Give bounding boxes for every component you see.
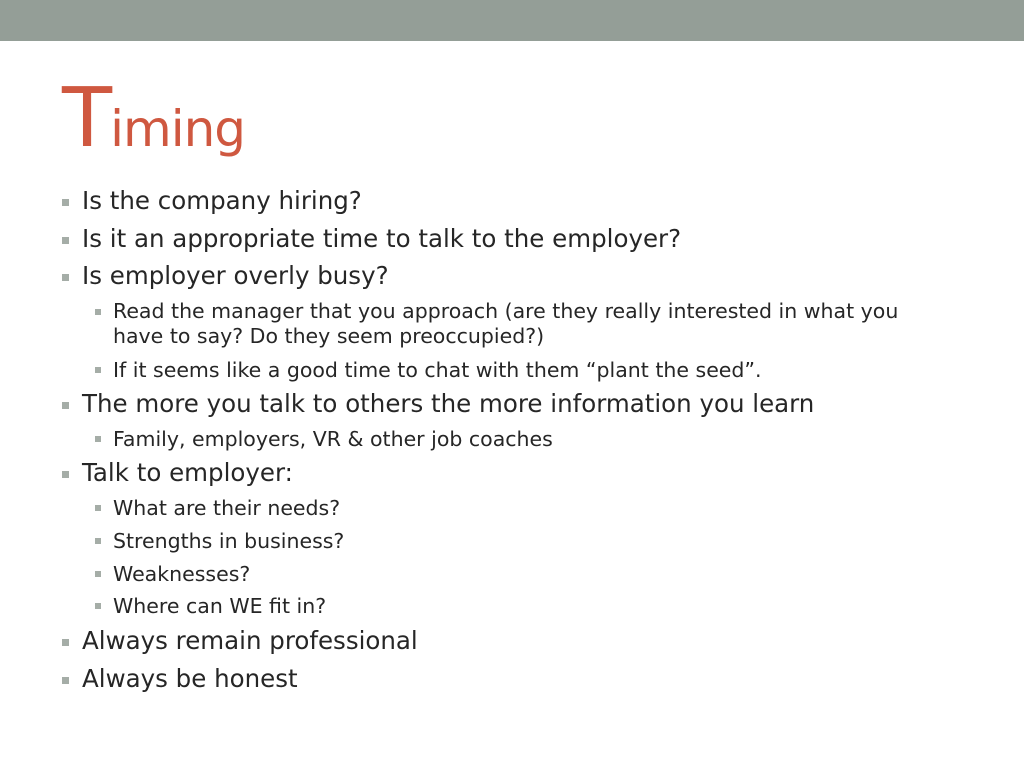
bullet-item <box>82 224 681 254</box>
sub-bullet-text: Read the manager that you approach (are they really interested in what you have to say? Do they seem preoccupied?) <box>113 299 899 348</box>
sub-bullet-text: Family, employers, VR & other job coaches <box>113 427 553 451</box>
bullet-text: Talk to employer: <box>82 458 293 487</box>
sub-bullet-square-icon <box>95 436 101 442</box>
sub-bullet-item <box>113 561 250 587</box>
sub-bullet-square-icon <box>95 538 101 544</box>
bullet-text: Always be honest <box>82 664 298 693</box>
sub-bullet-item <box>113 426 553 452</box>
bullet-square-icon <box>62 677 69 684</box>
bullet-item <box>82 458 293 488</box>
bullet-text: Is employer overly busy? <box>82 261 389 290</box>
sub-bullet-text: What are their needs? <box>113 496 341 520</box>
sub-bullet-square-icon <box>95 571 101 577</box>
bullet-item <box>82 186 362 216</box>
sub-bullet-item <box>113 357 762 383</box>
title-first-letter: T <box>62 71 111 166</box>
sub-bullet-square-icon <box>95 367 101 373</box>
bullet-item <box>82 261 389 291</box>
sub-bullet-text: If it seems like a good time to chat with them “plant the seed”. <box>113 358 762 382</box>
sub-bullet-text: Weaknesses? <box>113 562 251 586</box>
sub-bullet-square-icon <box>95 309 101 315</box>
title-rest: iming <box>110 100 246 158</box>
bullet-square-icon <box>62 639 69 646</box>
bullet-item <box>82 664 298 694</box>
bullet-text: Is the company hiring? <box>82 186 362 215</box>
bullet-square-icon <box>62 274 69 281</box>
bullet-square-icon <box>62 237 69 244</box>
bullet-text: The more you talk to others the more information you learn <box>82 389 815 418</box>
bullet-item <box>82 626 418 656</box>
sub-bullet-square-icon <box>95 505 101 511</box>
sub-bullet-text: Where can WE fit in? <box>113 594 327 618</box>
bullet-text: Is it an appropriate time to talk to the employer? <box>82 224 682 253</box>
bullet-square-icon <box>62 402 69 409</box>
sub-bullet-item <box>113 495 340 521</box>
bullet-text: Always remain professional <box>82 626 418 655</box>
sub-bullet-text: Strengths in business? <box>113 529 345 553</box>
sub-bullet-item <box>113 593 326 619</box>
sub-bullet-item <box>113 299 933 349</box>
bullet-item <box>82 389 814 419</box>
sub-bullet-item <box>113 528 344 554</box>
bullet-square-icon <box>62 471 69 478</box>
sub-bullet-square-icon <box>95 603 101 609</box>
bullet-square-icon <box>62 199 69 206</box>
